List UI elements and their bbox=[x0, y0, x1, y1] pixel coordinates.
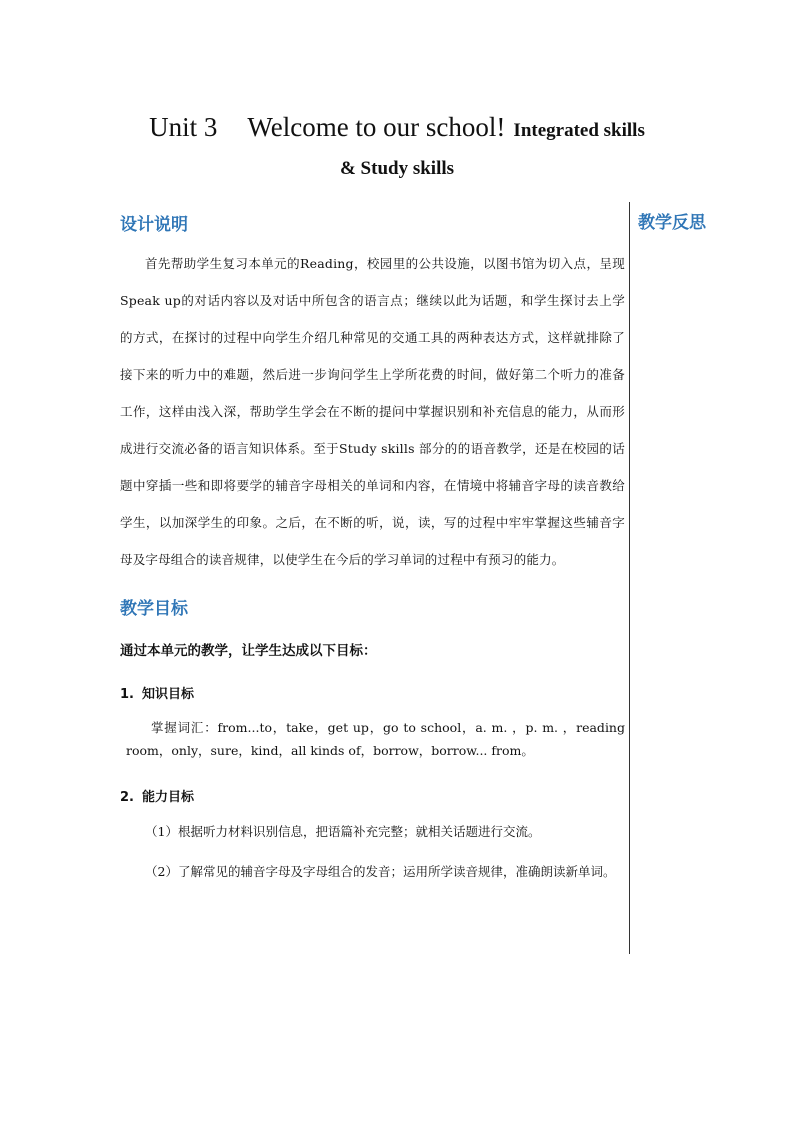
ability-item-1: （1）根据听力材料识别信息，把语篇补充完整；就相关话题进行交流。 bbox=[145, 824, 541, 839]
ability-item-2: （2）了解常见的辅音字母及字母组合的发音；运用所学读音规律，准确朗读新单词。 bbox=[145, 864, 616, 879]
knowledge-title: 知识目标 bbox=[141, 687, 194, 702]
ability-title: 能力目标 bbox=[141, 790, 194, 805]
title-main: Welcome to our school! bbox=[247, 112, 506, 142]
main-column bbox=[120, 202, 625, 885]
knowledge-number: 1. bbox=[120, 687, 134, 702]
design-paragraph: 首先帮助学生复习本单元的Reading，校园里的公共设施，以图书馆为切入点，呈现Speak up的对话内容以及对话中所包含的语言点；继续以此为话题，和学生探讨去上学的方式，在探讨的过程中向学生介绍几种常见的交通工具的两种表达方式，这样就排除了接下来的听力中的难题，然后进一步询问学生上学所花费的时间，做好第二个听力的准备工作，这样由浅入深，帮助学生学会在不断的提问中掌握识别和补充信息的能力，从而形成进行交流必备的语言知识体系。至于Study skills 部分的的语音教学，还是在校园的话题中穿插一些和即将要学的辅音字母相关的单词和内容，在情境中将辅音字母的读音教给学生，以加深学生的印象。之后，在不断的听，说，读，写的过程中牢牢掌握这些辅音字母及字母组合的读音规律，以使学生在今后的学习单词的过程中有预习的能力。 bbox=[120, 256, 625, 567]
document-title bbox=[0, 108, 794, 184]
title-line-1 bbox=[0, 108, 794, 150]
goals-lead: 通过本单元的教学，让学生达成以下目标： bbox=[120, 643, 377, 659]
knowledge-text: 掌握词汇：from...to，take，get up，go to school，a. m. ，p. m. ，reading room，only，sure，kind，all kinds of，borrow，borrow... from。 bbox=[126, 720, 625, 758]
knowledge-heading bbox=[120, 683, 625, 702]
ability-number: 2. bbox=[120, 790, 134, 805]
title-subtitle-b: & Study skills bbox=[339, 158, 455, 179]
reflection-heading: 教学反思 bbox=[638, 213, 706, 233]
title-subtitle-a: Integrated skills bbox=[513, 120, 645, 141]
title-unit: Unit 3 bbox=[149, 112, 218, 142]
ability-heading bbox=[120, 786, 625, 805]
column-divider bbox=[629, 202, 630, 954]
goals-heading: 教学目标 bbox=[120, 599, 188, 619]
design-heading: 设计说明 bbox=[120, 215, 188, 235]
